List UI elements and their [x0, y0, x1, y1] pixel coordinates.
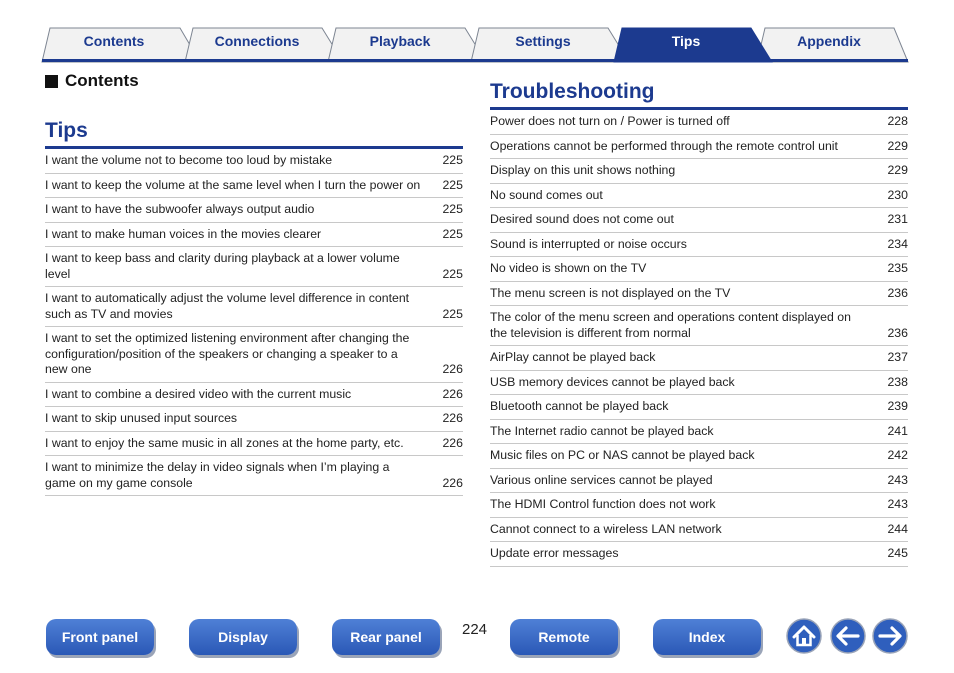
- troubleshooting-row-page: 236: [887, 285, 908, 300]
- troubleshooting-row[interactable]: [490, 233, 908, 258]
- tab-shapes: [0, 0, 954, 64]
- page-number: 224: [462, 621, 488, 638]
- tips-row-text: I want to automatically adjust the volume level difference in content such as TV and movies: [45, 291, 410, 321]
- tips-row[interactable]: [45, 383, 463, 408]
- tips-row[interactable]: [45, 223, 463, 248]
- troubleshooting-row-page: 229: [887, 163, 908, 177]
- troubleshooting-row-text: Cannot connect to a wireless LAN network: [490, 521, 722, 536]
- troubleshooting-row-page: 243: [887, 497, 908, 511]
- tab-bar: [0, 0, 954, 64]
- troubleshooting-row[interactable]: [490, 159, 908, 184]
- tab-settings[interactable]: Settings: [515, 33, 571, 49]
- troubleshooting-row-page: 229: [887, 138, 908, 153]
- troubleshooting-row-text: Display on this unit shows nothing: [490, 163, 676, 177]
- troubleshooting-row[interactable]: [490, 493, 908, 518]
- tips-row-page: 225: [442, 306, 463, 321]
- tips-row-page: 226: [442, 435, 463, 450]
- tips-row[interactable]: [45, 456, 463, 496]
- troubleshooting-row[interactable]: [490, 371, 908, 396]
- tips-row-page: 225: [442, 177, 463, 192]
- troubleshooting-row-text: The Internet radio cannot be played back: [490, 423, 714, 438]
- troubleshooting-row-text: Music files on PC or NAS cannot be played back: [490, 448, 755, 462]
- troubleshooting-row-page: 244: [887, 521, 908, 536]
- tips-title: Tips: [45, 119, 88, 142]
- troubleshooting-title: Troubleshooting: [490, 80, 655, 103]
- troubleshooting-row[interactable]: [490, 518, 908, 543]
- tips-row[interactable]: [45, 287, 463, 327]
- tips-row-page: 226: [442, 411, 463, 425]
- tips-row-page: 226: [442, 362, 463, 376]
- rear-panel-button[interactable]: Rear panel: [332, 619, 440, 655]
- tips-row-text: I want to minimize the delay in video signals when I’m playing a game on my game console: [45, 460, 390, 490]
- section-heading-label: Contents: [65, 71, 139, 90]
- tips-row-text: I want to enjoy the same music in all zones at the home party, etc.: [45, 435, 404, 450]
- troubleshooting-row-text: Operations cannot be performed through the remote control unit: [490, 138, 838, 153]
- troubleshooting-row[interactable]: [490, 469, 908, 494]
- tips-row-text: I want to combine a desired video with the current music: [45, 386, 352, 401]
- tips-row-page: 225: [442, 153, 463, 167]
- troubleshooting-row-page: 230: [887, 187, 908, 202]
- tips-row-text: I want the volume not to become too loud by mistake: [45, 153, 333, 167]
- tips-row[interactable]: [45, 247, 463, 287]
- tips-row-page: 225: [442, 266, 463, 281]
- tab-playback[interactable]: Playback: [369, 33, 431, 49]
- remote-button[interactable]: Remote: [510, 619, 618, 655]
- tips-row-text: I want to make human voices in the movies clearer: [45, 226, 322, 241]
- troubleshooting-row-page: 238: [887, 374, 908, 389]
- troubleshooting-row[interactable]: [490, 542, 908, 567]
- troubleshooting-row-page: 242: [887, 448, 908, 462]
- troubleshooting-row-page: 239: [887, 399, 908, 413]
- tips-row-page: 226: [442, 386, 463, 401]
- troubleshooting-row-text: No sound comes out: [490, 187, 603, 202]
- tab-tips[interactable]: Tips: [671, 33, 701, 49]
- troubleshooting-row-page: 237: [887, 350, 908, 364]
- tips-row[interactable]: [45, 198, 463, 223]
- tips-row-page: 225: [442, 226, 463, 241]
- tips-row[interactable]: [45, 327, 463, 383]
- troubleshooting-list: [490, 110, 908, 567]
- troubleshooting-row-page: 241: [887, 423, 908, 438]
- troubleshooting-row[interactable]: [490, 395, 908, 420]
- tab-contents[interactable]: Contents: [83, 33, 145, 49]
- display-button[interactable]: Display: [189, 619, 297, 655]
- tips-row-text: I want to have the subwoofer always output audio: [45, 202, 315, 216]
- tips-row[interactable]: [45, 149, 463, 174]
- troubleshooting-row[interactable]: [490, 257, 908, 282]
- troubleshooting-row[interactable]: [490, 110, 908, 135]
- arrow-right-icon[interactable]: [872, 618, 908, 654]
- tab-appendix[interactable]: Appendix: [797, 33, 861, 49]
- troubleshooting-row-text: Various online services cannot be played: [490, 472, 713, 487]
- troubleshooting-row[interactable]: [490, 346, 908, 371]
- troubleshooting-row-page: 245: [887, 546, 908, 560]
- tips-row-page: 226: [442, 475, 463, 490]
- home-icon[interactable]: [786, 618, 822, 654]
- troubleshooting-row-text: No video is shown on the TV: [490, 261, 647, 275]
- tips-row-text: I want to set the optimized listening environment after changing the configuration/position of the speakers or changing a speaker to a new one: [45, 331, 410, 376]
- tips-row-text: I want to keep the volume at the same level when I turn the power on: [45, 177, 421, 192]
- tab-connections[interactable]: Connections: [214, 33, 300, 49]
- troubleshooting-row-text: The color of the menu screen and operations content displayed on the television is different from normal: [490, 310, 851, 340]
- troubleshooting-row-text: The HDMI Control function does not work: [490, 497, 716, 511]
- troubleshooting-row-text: Sound is interrupted or noise occurs: [490, 236, 687, 251]
- troubleshooting-row-text: The menu screen is not displayed on the TV: [490, 285, 731, 300]
- troubleshooting-row[interactable]: [490, 306, 908, 346]
- troubleshooting-row-page: 231: [887, 212, 908, 226]
- troubleshooting-row-text: Power does not turn on / Power is turned off: [490, 114, 730, 128]
- troubleshooting-row[interactable]: [490, 282, 908, 307]
- tips-row[interactable]: [45, 432, 463, 457]
- troubleshooting-row-text: Bluetooth cannot be played back: [490, 399, 669, 413]
- troubleshooting-row[interactable]: [490, 135, 908, 160]
- tips-row-page: 225: [442, 202, 463, 216]
- troubleshooting-row-text: AirPlay cannot be played back: [490, 350, 656, 364]
- troubleshooting-row-page: 228: [887, 114, 908, 128]
- front-panel-button[interactable]: Front panel: [46, 619, 154, 655]
- index-button[interactable]: Index: [653, 619, 761, 655]
- troubleshooting-row[interactable]: [490, 420, 908, 445]
- troubleshooting-row-page: 236: [887, 325, 908, 340]
- troubleshooting-row-text: Update error messages: [490, 546, 619, 560]
- troubleshooting-row-page: 243: [887, 472, 908, 487]
- square-bullet-icon: [45, 75, 58, 88]
- troubleshooting-row[interactable]: [490, 444, 908, 469]
- tips-row-text: I want to keep bass and clarity during playback at a lower volume level: [45, 251, 400, 281]
- troubleshooting-row-text: Desired sound does not come out: [490, 212, 674, 226]
- troubleshooting-row-text: USB memory devices cannot be played back: [490, 374, 735, 389]
- tips-list: [45, 149, 463, 496]
- troubleshooting-row[interactable]: [490, 208, 908, 233]
- arrow-left-icon[interactable]: [830, 618, 866, 654]
- troubleshooting-row-page: 235: [887, 261, 908, 275]
- tips-row[interactable]: [45, 174, 463, 199]
- tips-row-text: I want to skip unused input sources: [45, 411, 238, 425]
- section-heading: [45, 71, 139, 91]
- troubleshooting-row[interactable]: [490, 184, 908, 209]
- tips-row[interactable]: [45, 407, 463, 432]
- troubleshooting-row-page: 234: [887, 236, 908, 251]
